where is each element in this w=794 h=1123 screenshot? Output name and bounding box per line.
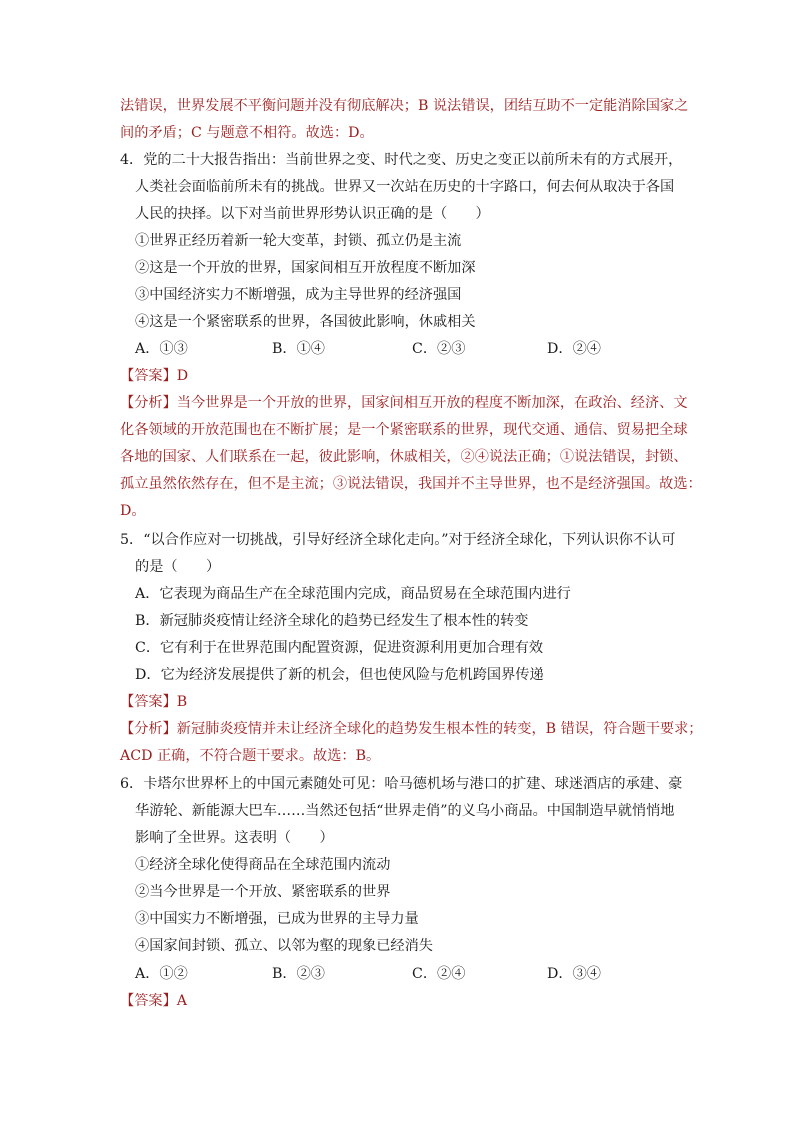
q4-analysis-line-5: D。 xyxy=(120,503,146,519)
q5-analysis-text-1: 新冠肺炎疫情并未让经济全球化的趋势发生根本性的转变，B 错误，符合题干要求； xyxy=(176,721,703,737)
q4-answer xyxy=(120,366,188,386)
q6-choice-d: D．③④ xyxy=(547,966,601,982)
q4-analysis-line-1 xyxy=(120,393,688,413)
prev-analysis-line-1: 法错误，世界发展不平衡问题并没有彻底解决；B 说法错误，团结互助不一定能消除国家之 xyxy=(120,98,689,114)
q5-choice-d: D．它为经济发展提供了新的机会，但也使风险与危机跨国界传递 xyxy=(135,667,544,683)
q4-stem-line-3: 人民的抉择。以下对当前世界形势认识正确的是（ ） xyxy=(135,206,490,222)
q4-analysis-line-3: 各地的国家、人们联系在一起，彼此影响，休戚相关，②④说法正确；①说法错误，封锁、 xyxy=(120,449,688,465)
q4-answer-value: D xyxy=(176,368,189,384)
q6-choice-b: B．②③ xyxy=(272,966,325,982)
q4-item-2: ②这是一个开放的世界，国家间相互开放程度不断加深 xyxy=(135,260,476,276)
q5-stem-line-2: 的是（ ） xyxy=(135,559,221,575)
q4-analysis-label: 【分析】 xyxy=(120,395,177,411)
q6-answer-label: 【答案】 xyxy=(120,993,177,1009)
q4-choice-a: A．①③ xyxy=(135,341,188,357)
q4-stem-line-1: 4．党的二十大报告指出：当前世界之变、时代之变、历史之变正以前所未有的方式展开， xyxy=(120,152,683,168)
q6-item-4: ④国家间封锁、孤立、以邻为壑的现象已经消失 xyxy=(135,938,433,954)
q5-analysis-line-2: ACD 正确，不符合题干要求。故选：B。 xyxy=(120,748,381,764)
q6-stem-line-2: 华游轮、新能源大巴车……当然还包括“世界走俏”的义乌小商品。中国制造早就悄悄地 xyxy=(135,803,675,819)
q5-analysis-label: 【分析】 xyxy=(120,721,177,737)
q6-stem-line-3: 影响了全世界。这表明（ ） xyxy=(135,830,334,846)
q6-stem-line-1: 6．卡塔尔世界杯上的中国元素随处可见：哈马德机场与港口的扩建、球迷酒店的承建、豪 xyxy=(120,776,683,792)
q6-item-1: ①经济全球化使得商品在全球范围内流动 xyxy=(135,857,391,873)
q4-analysis-text-1: 当今世界是一个开放的世界，国家间相互开放的程度不断加深，在政治、经济、文 xyxy=(176,395,688,411)
q4-choice-d: D．②④ xyxy=(547,341,601,357)
q5-choice-c: C．它有利于在世界范围内配置资源，促进资源利用更加合理有效 xyxy=(135,640,544,656)
q5-answer-label: 【答案】 xyxy=(120,694,177,710)
q5-stem-line-1: 5．“以合作应对一切挑战，引导好经济全球化走向。”对于经济全球化，下列认识你不认可 xyxy=(120,532,676,548)
q6-answer-value: A xyxy=(176,993,188,1009)
q4-analysis-line-2: 化各领域的开放范围也在不断扩展；是一个紧密联系的世界，现代交通、通信、贸易把全球 xyxy=(120,422,688,438)
q6-choice-c: C．②④ xyxy=(412,966,466,982)
q5-answer xyxy=(120,692,187,712)
q5-analysis-line-1 xyxy=(120,719,702,739)
q4-item-3: ③中国经济实力不断增强，成为主导世界的经济强国 xyxy=(135,287,462,303)
q5-choice-b: B．新冠肺炎疫情让经济全球化的趋势已经发生了根本性的转变 xyxy=(135,613,529,629)
q6-item-2: ②当今世界是一个开放、紧密联系的世界 xyxy=(135,884,391,900)
q4-item-1: ①世界正经历着新一轮大变革，封锁、孤立仍是主流 xyxy=(135,233,462,249)
q6-item-3: ③中国实力不断增强，已成为世界的主导力量 xyxy=(135,911,419,927)
q4-item-4: ④这是一个紧密联系的世界，各国彼此影响，休戚相关 xyxy=(135,314,476,330)
q4-choice-b: B．①④ xyxy=(272,341,325,357)
q4-stem-line-2: 人类社会面临前所未有的挑战。世界又一次站在历史的十字路口，何去何从取决于各国 xyxy=(135,179,675,195)
q5-answer-value: B xyxy=(176,694,188,710)
q6-answer xyxy=(120,991,187,1011)
q5-choice-a: A．它表现为商品生产在全球范围内完成，商品贸易在全球范围内进行 xyxy=(135,586,571,602)
prev-analysis-line-2: 间的矛盾；C 与题意不相符。故选：D。 xyxy=(120,125,374,141)
q6-choice-a: A．①② xyxy=(135,966,188,982)
q4-analysis-line-4: 孤立虽然依然存在，但不是主流；③说法错误，我国并不主导世界，也不是经济强国。故选： xyxy=(120,476,702,492)
q4-choice-c: C．②③ xyxy=(412,341,466,357)
q4-answer-label: 【答案】 xyxy=(120,368,177,384)
